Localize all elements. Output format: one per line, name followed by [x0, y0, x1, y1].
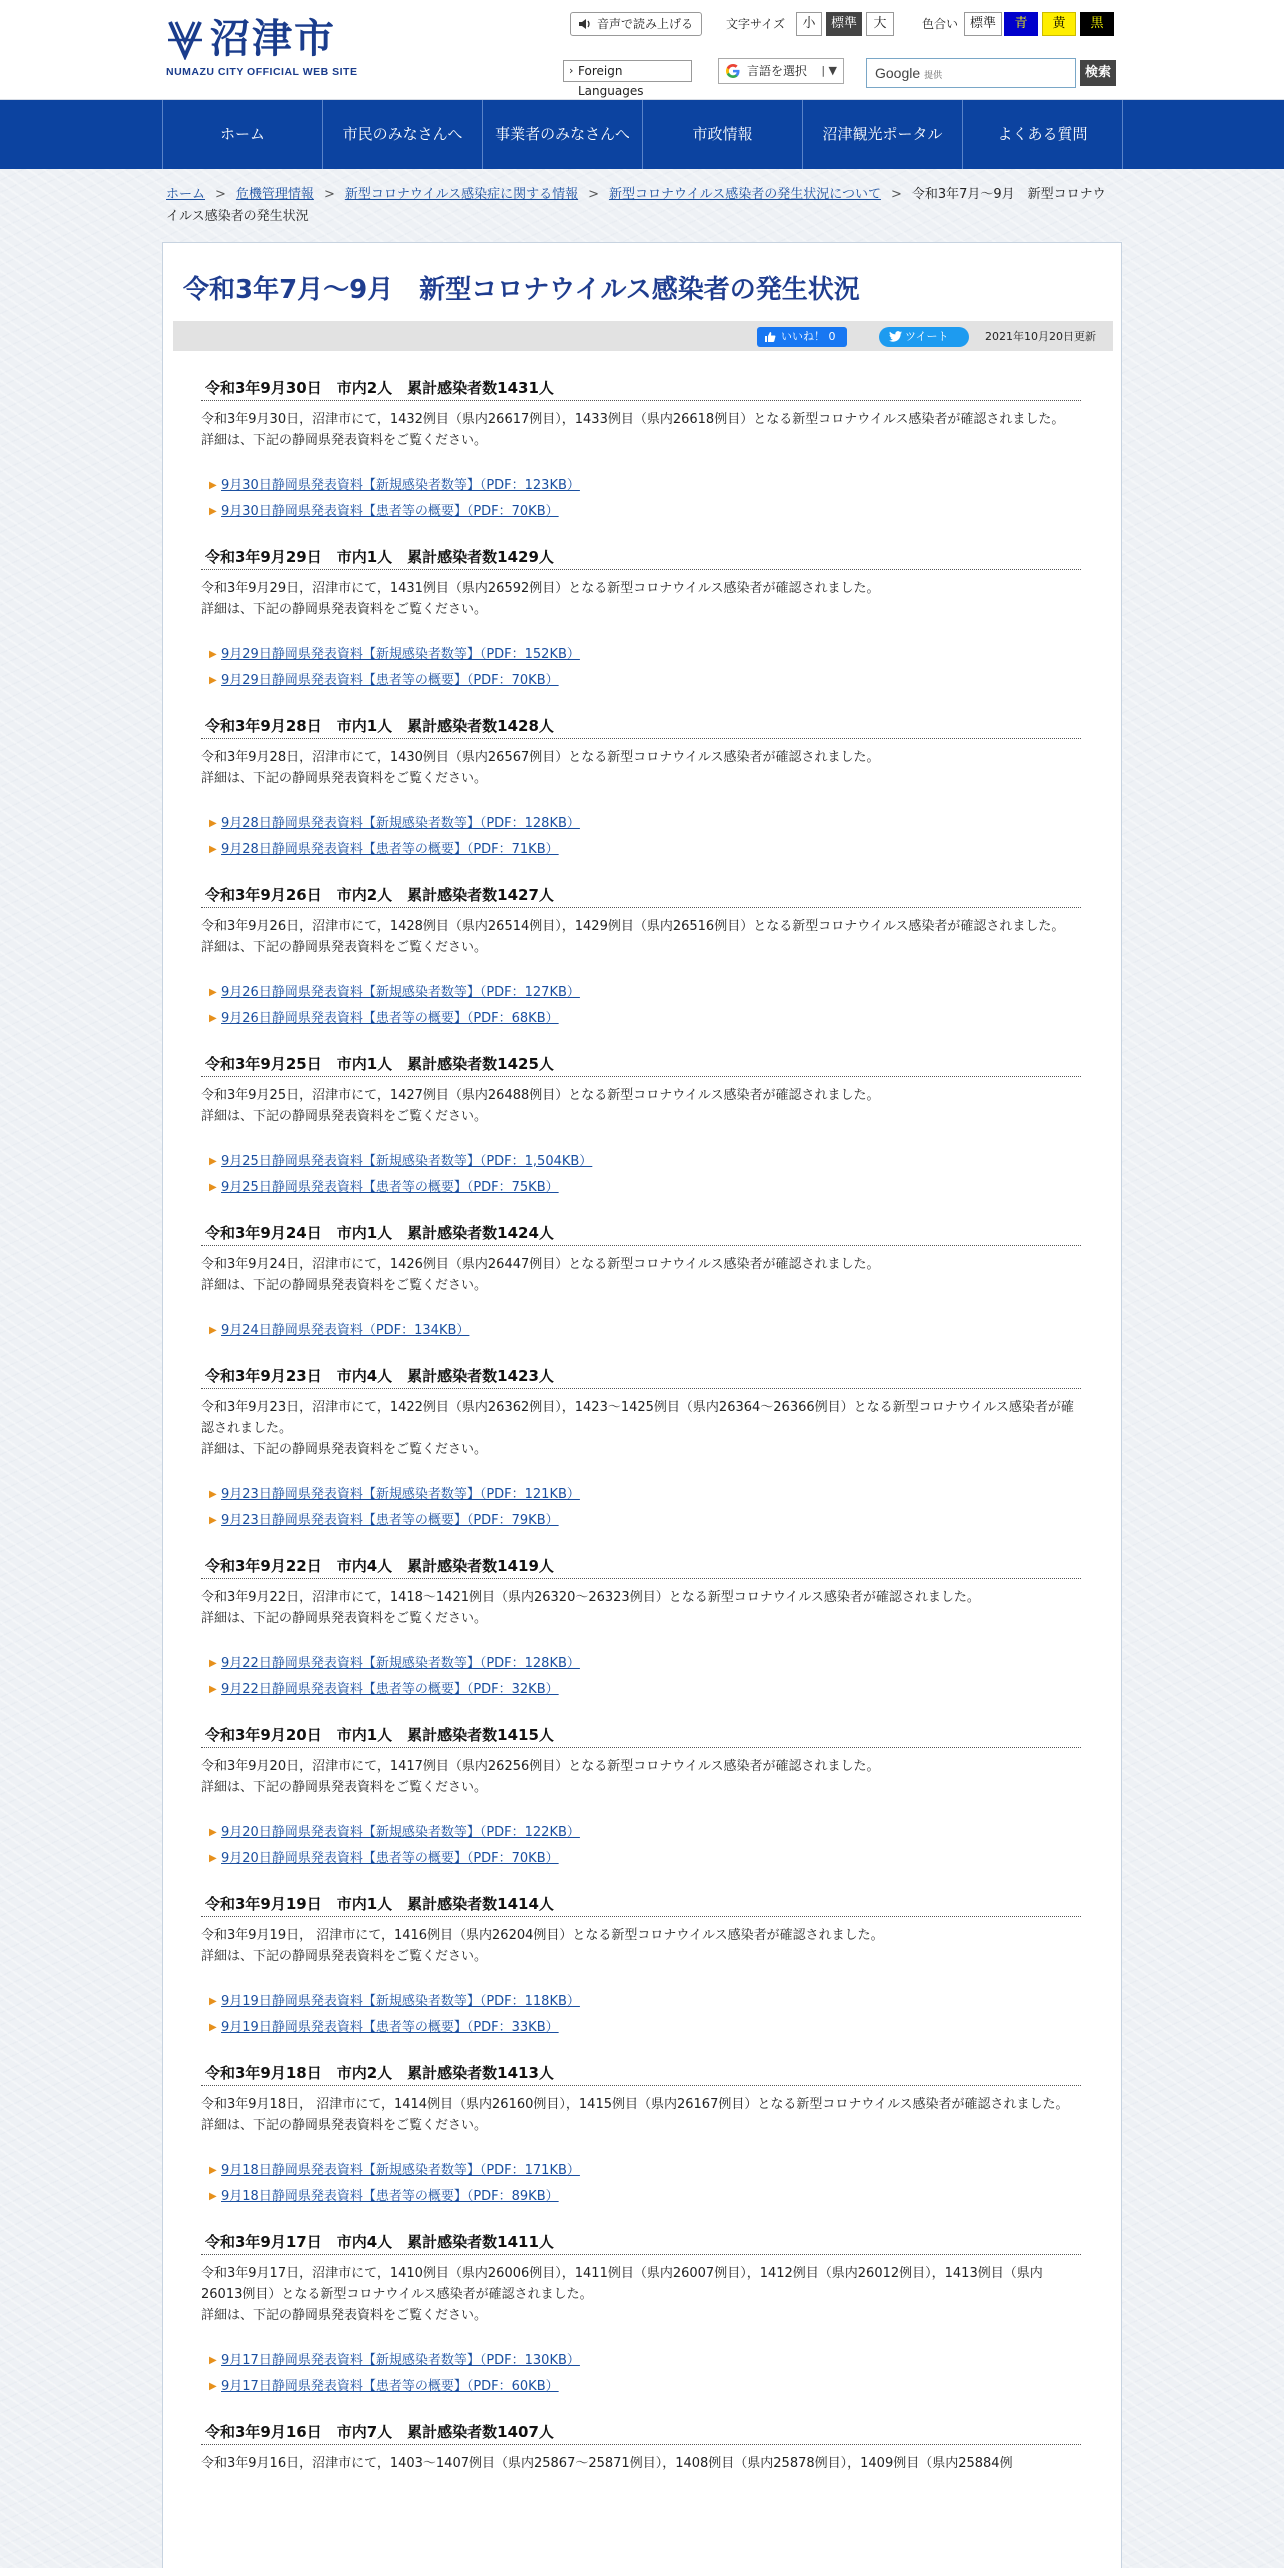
list-item [201, 475, 1081, 496]
list-item [201, 2350, 1081, 2371]
pdf-link[interactable]: 9月18日静岡県発表資料【新規感染者数等】（PDF：171KB） [221, 2163, 580, 2178]
list-item [201, 2160, 1081, 2181]
color-standard-button[interactable]: 標準 [964, 12, 1002, 36]
bullet-triangle-icon: ▶ [209, 1853, 217, 1864]
pdf-link[interactable]: 9月18日静岡県発表資料【患者等の概要】（PDF：89KB） [221, 2189, 559, 2204]
nav-item-city-info[interactable]: 市政情報 [643, 100, 803, 169]
entry-body: 令和3年9月16日，沼津市にて，1403～1407例目（県内25867～25871例目），1408例目（県内25878例目），1409例目（県内25884例 [201, 2456, 1013, 2471]
global-nav [0, 100, 1284, 169]
google-g-icon [725, 63, 741, 79]
breadcrumb-separator: > [323, 187, 335, 202]
entry-heading: 令和3年9月24日 市内1人 累計感染者数1424人 [201, 1222, 1081, 1246]
pdf-link[interactable]: 9月17日静岡県発表資料【新規感染者数等】（PDF：130KB） [221, 2353, 580, 2368]
entry-body: 令和3年9月28日，沼津市にて，1430例目（県内26567例目）となる新型コロナウイルス感染者が確認されました。 [201, 750, 880, 765]
pdf-link-list [201, 475, 1081, 522]
case-entry [201, 1053, 1081, 1198]
entry-heading: 令和3年9月18日 市内2人 累計感染者数1413人 [201, 2062, 1081, 2086]
pdf-link[interactable]: 9月22日静岡県発表資料【患者等の概要】（PDF：32KB） [221, 1682, 559, 1697]
dropdown-arrow-icon: | ▼ [821, 64, 837, 77]
entries-list [201, 377, 1081, 2498]
case-entry [201, 2062, 1081, 2207]
entry-body: 令和3年9月29日，沼津市にて，1431例目（県内26592例目）となる新型コロナウイルス感染者が確認されました。 [201, 581, 880, 596]
entry-body: 令和3年9月30日，沼津市にて，1432例目（県内26617例目），1433例目（県内26618例目）となる新型コロナウイルス感染者が確認されました。 [201, 412, 1065, 427]
tweet-label: ツイート [905, 330, 949, 343]
case-entry [201, 2231, 1081, 2397]
language-select-label: 言語を選択 [747, 64, 808, 78]
foreign-languages-button[interactable] [563, 60, 692, 98]
bullet-triangle-icon: ▶ [209, 675, 217, 686]
breadcrumb-separator: > [890, 187, 902, 202]
pdf-link-list [201, 1822, 1081, 1869]
updated-date: 2021年10月20日更新 [985, 330, 1096, 343]
bullet-triangle-icon: ▶ [209, 1827, 217, 1838]
pdf-link-list [201, 2160, 1081, 2207]
pdf-link[interactable]: 9月23日静岡県発表資料【患者等の概要】（PDF：79KB） [221, 1513, 559, 1528]
bullet-triangle-icon: ▶ [209, 1156, 217, 1167]
pdf-link-list [201, 1320, 1081, 1341]
site-search-input[interactable] [866, 58, 1076, 88]
breadcrumb-link-crisis[interactable]: 危機管理情報 [235, 187, 314, 202]
list-item [201, 839, 1081, 860]
breadcrumb-link-covid-status[interactable]: 新型コロナウイルス感染者の発生状況について [608, 187, 881, 202]
entry-heading: 令和3年9月25日 市内1人 累計感染者数1425人 [201, 1053, 1081, 1077]
pdf-link-list [201, 1653, 1081, 1700]
case-entry [201, 1555, 1081, 1700]
pdf-link[interactable]: 9月29日静岡県発表資料【新規感染者数等】（PDF：152KB） [221, 647, 580, 662]
color-blue-button[interactable]: 青 [1004, 12, 1038, 36]
color-yellow-button[interactable]: 黄 [1042, 12, 1076, 36]
list-item [201, 1177, 1081, 1198]
search-button[interactable]: 検索 [1080, 60, 1116, 86]
entry-heading: 令和3年9月30日 市内2人 累計感染者数1431人 [201, 377, 1081, 401]
pdf-link[interactable]: 9月25日静岡県発表資料【新規感染者数等】（PDF：1,504KB） [221, 1154, 593, 1169]
thumbs-up-icon [764, 331, 776, 343]
case-entry [201, 1222, 1081, 1341]
case-entry [201, 1365, 1081, 1531]
logo-title: 沼津市 [210, 15, 336, 62]
bullet-triangle-icon: ▶ [209, 844, 217, 855]
breadcrumb-separator: > [215, 187, 226, 202]
nav-item-residents[interactable]: 市民のみなさんへ [323, 100, 483, 169]
entry-detail-note: 詳細は、下記の静岡県発表資料をご覧ください。 [201, 1949, 488, 1964]
list-item [201, 982, 1081, 1003]
pdf-link-list [201, 1484, 1081, 1531]
search-provided-label: 提供 [924, 71, 943, 81]
entry-body: 令和3年9月20日，沼津市にて，1417例目（県内26256例目）となる新型コロナウイルス感染者が確認されました。 [201, 1759, 880, 1774]
like-label: いいね！ 0 [781, 330, 836, 343]
entry-body: 令和3年9月22日，沼津市にて，1418～1421例目（県内26320～26323例目）となる新型コロナウイルス感染者が確認されました。 [201, 1590, 980, 1605]
case-entry [201, 377, 1081, 522]
entry-detail-note: 詳細は、下記の静岡県発表資料をご覧ください。 [201, 1109, 488, 1124]
bullet-triangle-icon: ▶ [209, 480, 217, 491]
list-item [201, 1151, 1081, 1172]
entry-heading: 令和3年9月20日 市内1人 累計感染者数1415人 [201, 1724, 1081, 1748]
entry-body: 令和3年9月17日，沼津市にて，1410例目（県内26006例目），1411例目（県内26007例目），1412例目（県内26012例目），1413例目（県内26013例目）となる新型コロナウイルス感染者が確認されました。 [201, 2266, 1043, 2302]
case-entry [201, 2421, 1081, 2474]
entry-detail-note: 詳細は、下記の静岡県発表資料をご覧ください。 [201, 602, 488, 617]
breadcrumb-separator: > [588, 187, 599, 202]
entry-heading: 令和3年9月23日 市内4人 累計感染者数1423人 [201, 1365, 1081, 1389]
list-item [201, 1991, 1081, 2012]
nav-item-faq[interactable]: よくある質問 [963, 100, 1123, 169]
case-entry [201, 546, 1081, 691]
breadcrumb-current: 令和3年7月～9月 新型コロナウイルス感染者の発生状況 [166, 187, 1106, 224]
pdf-link[interactable]: 9月29日静岡県発表資料【患者等の概要】（PDF：70KB） [221, 673, 559, 688]
site-header [0, 0, 1284, 100]
pdf-link[interactable]: 9月30日静岡県発表資料【新規感染者数等】（PDF：123KB） [221, 478, 580, 493]
nav-item-home[interactable]: ホーム [163, 100, 323, 169]
bullet-triangle-icon: ▶ [209, 1182, 217, 1193]
pdf-link[interactable]: 9月20日静岡県発表資料【新規感染者数等】（PDF：122KB） [221, 1825, 580, 1840]
entry-body: 令和3年9月23日，沼津市にて，1422例目（県内26362例目），1423～1425例目（県内26364～26366例目）となる新型コロナウイルス感染者が確認されました。 [201, 1400, 1074, 1436]
list-item [201, 501, 1081, 522]
page-title: 令和3年7月～9月 新型コロナウイルス感染者の発生状況 [183, 275, 860, 305]
entry-detail-note: 詳細は、下記の静岡県発表資料をご覧ください。 [201, 771, 488, 786]
site-logo[interactable] [166, 16, 366, 82]
pdf-link[interactable]: 9月26日静岡県発表資料【患者等の概要】（PDF：68KB） [221, 1011, 559, 1026]
twitter-bird-icon [889, 331, 902, 342]
pdf-link[interactable]: 9月28日静岡県発表資料【患者等の概要】（PDF：71KB） [221, 842, 559, 857]
list-item [201, 2376, 1081, 2397]
bullet-triangle-icon: ▶ [209, 1658, 217, 1669]
bullet-triangle-icon: ▶ [209, 1325, 217, 1336]
breadcrumb-link-home[interactable]: ホーム [166, 187, 206, 202]
color-scheme-label: 色合い [922, 17, 959, 31]
list-item [201, 1320, 1081, 1341]
pdf-link[interactable]: 9月19日静岡県発表資料【患者等の概要】（PDF：33KB） [221, 2020, 559, 2035]
pdf-link-list [201, 1991, 1081, 2038]
pdf-link[interactable]: 9月24日静岡県発表資料（PDF：134KB） [221, 1323, 470, 1338]
pdf-link-list [201, 982, 1081, 1029]
bullet-triangle-icon: ▶ [209, 1013, 217, 1024]
entry-detail-note: 詳細は、下記の静岡県発表資料をご覧ください。 [201, 1780, 488, 1795]
bullet-triangle-icon: ▶ [209, 506, 217, 517]
entry-heading: 令和3年9月22日 市内4人 累計感染者数1419人 [201, 1555, 1081, 1579]
entry-heading: 令和3年9月17日 市内4人 累計感染者数1411人 [201, 2231, 1081, 2255]
case-entry [201, 715, 1081, 860]
nav-item-tourism[interactable]: 沼津観光ポータル [803, 100, 963, 169]
entry-body: 令和3年9月26日，沼津市にて，1428例目（県内26514例目），1429例目（県内26516例目）となる新型コロナウイルス感染者が確認されました。 [201, 919, 1065, 934]
read-aloud-label: 音声で読み上げる [597, 17, 694, 31]
pdf-link[interactable]: 9月17日静岡県発表資料【患者等の概要】（PDF：60KB） [221, 2379, 559, 2394]
color-black-button[interactable]: 黒 [1080, 12, 1114, 36]
entry-detail-note: 詳細は、下記の静岡県発表資料をご覧ください。 [201, 940, 488, 955]
list-item [201, 1679, 1081, 1700]
case-entry [201, 1724, 1081, 1869]
pdf-link-list [201, 1151, 1081, 1198]
pdf-link[interactable]: 9月26日静岡県発表資料【新規感染者数等】（PDF：127KB） [221, 985, 580, 1000]
breadcrumb [166, 184, 1118, 228]
list-item [201, 1822, 1081, 1843]
bullet-triangle-icon: ▶ [209, 2355, 217, 2366]
list-item [201, 1510, 1081, 1531]
google-search-brand: Google [875, 65, 921, 81]
breadcrumb-link-covid-info[interactable]: 新型コロナウイルス感染症に関する情報 [344, 187, 579, 202]
case-entry [201, 1893, 1081, 2038]
bullet-triangle-icon: ▶ [209, 1684, 217, 1695]
pdf-link[interactable]: 9月30日静岡県発表資料【患者等の概要】（PDF：70KB） [221, 504, 559, 519]
foreign-languages-label: Foreign Languages [578, 64, 644, 98]
list-item [201, 2186, 1081, 2207]
nav-item-business[interactable]: 事業者のみなさんへ [483, 100, 643, 169]
bullet-triangle-icon: ▶ [209, 1515, 217, 1526]
entry-body: 令和3年9月24日，沼津市にて，1426例目（県内26447例目）となる新型コロナウイルス感染者が確認されました。 [201, 1257, 880, 1272]
font-size-label: 文字サイズ [726, 17, 786, 31]
bullet-triangle-icon: ▶ [209, 2022, 217, 2033]
tweet-button[interactable] [879, 327, 969, 347]
font-size-large-button[interactable]: 大 [866, 12, 894, 36]
entry-heading: 令和3年9月19日 市内1人 累計感染者数1414人 [201, 1893, 1081, 1917]
entry-body: 令和3年9月18日， 沼津市にて，1414例目（県内26160例目），1415例目（県内26167例目）となる新型コロナウイルス感染者が確認されました。 [201, 2097, 1069, 2112]
bullet-triangle-icon: ▶ [209, 649, 217, 660]
entry-body: 令和3年9月19日， 沼津市にて，1416例目（県内26204例目）となる新型コロナウイルス感染者が確認されました。 [201, 1928, 884, 1943]
chevron-right-icon: › [569, 64, 574, 77]
case-entry [201, 884, 1081, 1029]
bullet-triangle-icon: ▶ [209, 2191, 217, 2202]
entry-heading: 令和3年9月26日 市内2人 累計感染者数1427人 [201, 884, 1081, 908]
facebook-like-button[interactable] [757, 327, 847, 347]
share-toolbar [173, 321, 1113, 351]
font-size-small-button[interactable]: 小 [796, 12, 822, 36]
entry-body: 令和3年9月25日，沼津市にて，1427例目（県内26488例目）となる新型コロナウイルス感染者が確認されました。 [201, 1088, 880, 1103]
entry-heading: 令和3年9月28日 市内1人 累計感染者数1428人 [201, 715, 1081, 739]
pdf-link[interactable]: 9月28日静岡県発表資料【新規感染者数等】（PDF：128KB） [221, 816, 580, 831]
pdf-link[interactable]: 9月22日静岡県発表資料【新規感染者数等】（PDF：128KB） [221, 1656, 580, 1671]
list-item [201, 1653, 1081, 1674]
entry-detail-note: 詳細は、下記の静岡県発表資料をご覧ください。 [201, 1611, 488, 1626]
entry-detail-note: 詳細は、下記の静岡県発表資料をご覧ください。 [201, 2118, 488, 2133]
logo-subtitle: NUMAZU CITY OFFICIAL WEB SITE [166, 66, 358, 78]
bullet-triangle-icon: ▶ [209, 1996, 217, 2007]
list-item [201, 1484, 1081, 1505]
pdf-link[interactable]: 9月23日静岡県発表資料【新規感染者数等】（PDF：121KB） [221, 1487, 580, 1502]
pdf-link[interactable]: 9月19日静岡県発表資料【新規感染者数等】（PDF：118KB） [221, 1994, 580, 2009]
bullet-triangle-icon: ▶ [209, 987, 217, 998]
pdf-link-list [201, 2350, 1081, 2397]
bullet-triangle-icon: ▶ [209, 2381, 217, 2392]
entry-detail-note: 詳細は、下記の静岡県発表資料をご覧ください。 [201, 433, 488, 448]
font-size-normal-button[interactable]: 標準 [826, 12, 862, 36]
pdf-link-list [201, 813, 1081, 860]
bullet-triangle-icon: ▶ [209, 818, 217, 829]
pdf-link-list [201, 644, 1081, 691]
list-item [201, 1848, 1081, 1869]
entry-detail-note: 詳細は、下記の静岡県発表資料をご覧ください。 [201, 2308, 488, 2323]
list-item [201, 670, 1081, 691]
bullet-triangle-icon: ▶ [209, 2165, 217, 2176]
main-content-panel [162, 242, 1122, 2568]
entry-heading: 令和3年9月16日 市内7人 累計感染者数1407人 [201, 2421, 1081, 2445]
speaker-icon [578, 18, 592, 30]
language-select[interactable] [718, 58, 844, 84]
list-item [201, 644, 1081, 665]
entry-heading: 令和3年9月29日 市内1人 累計感染者数1429人 [201, 546, 1081, 570]
entry-detail-note: 詳細は、下記の静岡県発表資料をご覧ください。 [201, 1442, 488, 1457]
pdf-link[interactable]: 9月25日静岡県発表資料【患者等の概要】（PDF：75KB） [221, 1180, 559, 1195]
bullet-triangle-icon: ▶ [209, 1489, 217, 1500]
list-item [201, 2017, 1081, 2038]
list-item [201, 813, 1081, 834]
entry-detail-note: 詳細は、下記の静岡県発表資料をご覧ください。 [201, 1278, 488, 1293]
pdf-link[interactable]: 9月20日静岡県発表資料【患者等の概要】（PDF：70KB） [221, 1851, 559, 1866]
read-aloud-button[interactable] [570, 12, 702, 36]
list-item [201, 1008, 1081, 1029]
city-emblem-icon [166, 18, 204, 60]
